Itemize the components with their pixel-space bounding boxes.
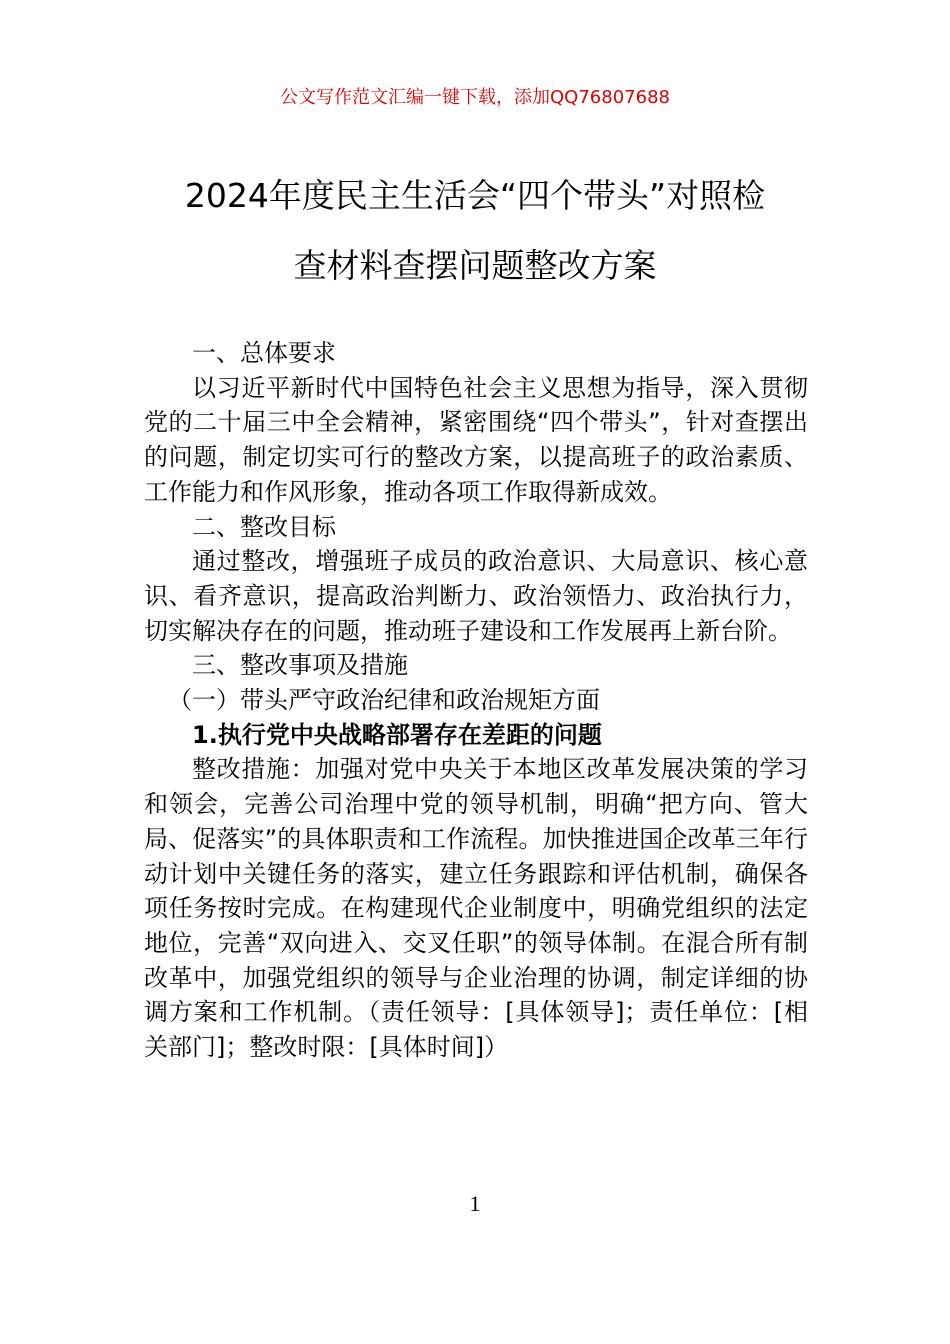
- section-2-heading: 二、整改目标: [192, 512, 336, 541]
- section-3-item-1-title: 1.执行党中央战略部署存在差距的问题: [192, 720, 602, 749]
- document-title-line-2: 查材料查摆问题整改方案: [293, 246, 657, 285]
- document-body: [144, 336, 808, 1065]
- watermark-ad: 公文写作范文汇编一键下载，添加QQ76807688: [280, 87, 670, 108]
- section-1-paragraph: 以习近平新时代中国特色社会主义思想为指导，深入贯彻党的二十届三中全会精神，紧密围绕“四个带头”，针对查摆出的问题，制定切实可行的整改方案，以提高班子的政治素质、工作能力和作风形象，推动各项工作取得新成效。: [144, 373, 808, 506]
- page-number: 1: [469, 1191, 481, 1216]
- section-3-item-1-paragraph: 整改措施：加强对党中央关于本地区改革发展决策的学习和领会，完善公司治理中党的领导机制，明确“把方向、管大局、促落实”的具体职责和工作流程。加快推进国企改革三年行动计划中关键任务的落实，建立任务跟踪和评估机制，确保各项任务按时完成。在构建现代企业制度中，明确党组织的法定地位，完善“双向进入、交叉任职”的领导体制。在混合所有制改革中，加强党组织的领导与企业治理的协调，制定详细的协调方案和工作机制。（责任领导：[具体领导]；责任单位：[相关部门]；整改时限：[具体时间]）: [144, 755, 808, 1062]
- document-title-line-1: 2024年度民主生活会“四个带头”对照检: [184, 176, 766, 215]
- section-3-subheading: （一）带头严守政治纪律和政治规矩方面: [168, 686, 600, 715]
- section-2-paragraph: 通过整改，增强班子成员的政治意识、大局意识、核心意识、看齐意识，提高政治判断力、政治领悟力、政治执行力，切实解决存在的问题，推动班子建设和工作发展再上新台阶。: [144, 547, 808, 645]
- section-1-heading: 一、总体要求: [192, 339, 336, 367]
- section-3-heading: 三、整改事项及措施: [192, 651, 408, 680]
